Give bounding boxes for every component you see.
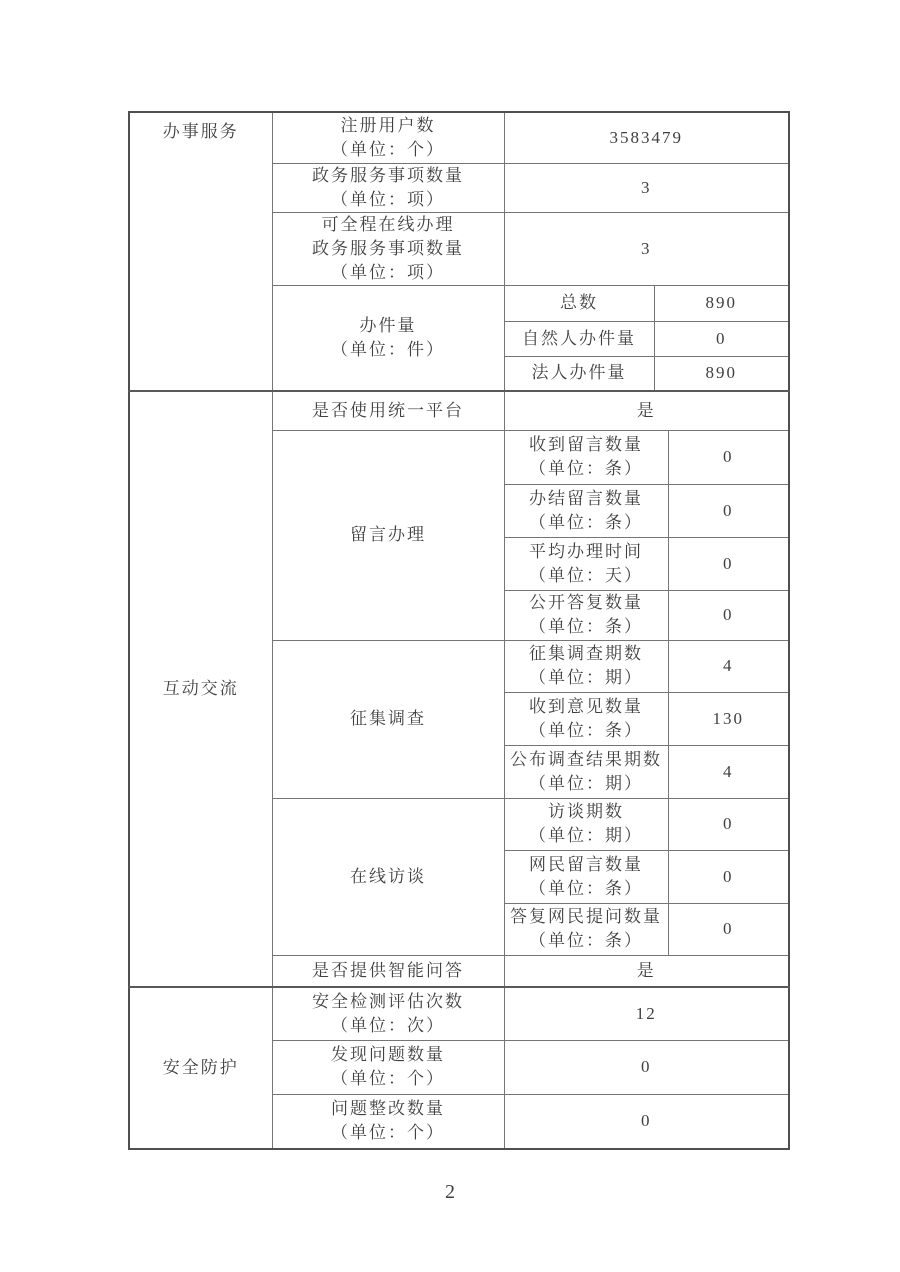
item-line: 征集调查 [350, 709, 426, 728]
item-line: 办件量 [359, 315, 417, 335]
sub-value-cell-survey-issues: 4 [668, 640, 789, 692]
value-cell-online-service-items: 3 [504, 212, 789, 285]
group-label-services: 办事服务 [129, 112, 272, 391]
group-label-interaction: 互动交流 [129, 391, 272, 987]
sub-label-line: 收到意见数量 [529, 696, 643, 716]
unit-line: （单位：次） [331, 1015, 445, 1035]
item-cell-problems-found [272, 1040, 504, 1094]
sub-label-cell-survey-results-published [504, 745, 668, 798]
sub-label-cell-legal-person: 法人办件量 [504, 356, 654, 391]
sub-label-cell-interview-sessions [504, 798, 668, 850]
value-cell-problems-rectified: 0 [504, 1094, 789, 1149]
sub-label-cell-public-replies [504, 590, 668, 640]
value-cell-service-items: 3 [504, 163, 789, 212]
sub-label-cell-survey-issues [504, 640, 668, 692]
unit-line: （单位：条） [529, 459, 643, 478]
sub-value-cell-public-replies: 0 [668, 590, 789, 640]
sub-value-cell-natural-person: 0 [654, 321, 789, 356]
unit-line: （单位：个） [331, 139, 445, 159]
item-line: 安全检测评估次数 [312, 991, 464, 1011]
item-cell-service-items [272, 163, 504, 212]
item-cell-online-interview [272, 798, 504, 955]
item-cell-security-assessments [272, 987, 504, 1040]
item-cell-problems-rectified [272, 1094, 504, 1149]
sub-value-cell-total: 890 [654, 285, 789, 321]
sub-label-cell-netizen-questions-answered [504, 903, 668, 955]
item-cell-smart-qa [272, 955, 504, 987]
item-line: 政务服务事项数量 [312, 238, 464, 258]
unit-line: （单位：条） [529, 617, 643, 636]
item-line: 可全程在线办理 [321, 214, 455, 234]
unit-line: （单位：条） [529, 931, 643, 950]
unit-line: （单位：期） [529, 668, 643, 687]
sub-label-line: 公开答复数量 [529, 593, 643, 612]
sub-value-cell-messages-received: 0 [668, 430, 789, 484]
unit-line: （单位：项） [331, 189, 445, 209]
item-line: 是否使用统一平台 [312, 400, 464, 420]
sub-label-line: 公布调查结果期数 [510, 749, 662, 769]
sub-label-cell-average-handling-time [504, 537, 668, 590]
sub-label-cell-messages-resolved [504, 484, 668, 537]
sub-value-cell-opinions-received: 130 [668, 692, 789, 745]
unit-line: （单位：期） [529, 773, 643, 793]
group-label-security: 安全防护 [129, 987, 272, 1149]
page-number: 2 [445, 1181, 455, 1203]
sub-label-cell-opinions-received [504, 692, 668, 745]
unit-line: （单位：条） [529, 720, 643, 740]
sub-label-line: 办结留言数量 [529, 488, 643, 508]
value-cell-problems-found: 0 [504, 1040, 789, 1094]
sub-value-cell-messages-resolved: 0 [668, 484, 789, 537]
item-cell-unified-platform [272, 391, 504, 430]
sub-label-cell-netizen-messages [504, 850, 668, 903]
sub-value-cell-netizen-questions-answered: 0 [668, 903, 789, 955]
sub-label-line: 平均办理时间 [529, 541, 643, 561]
sub-label-cell-natural-person: 自然人办件量 [504, 321, 654, 356]
item-cell-online-service-items [272, 212, 504, 285]
sub-label-line: 答复网民提问数量 [510, 907, 662, 926]
sub-label-line: 收到留言数量 [529, 435, 643, 454]
sub-label-cell-messages-received [504, 430, 668, 484]
item-cell-registered-users [272, 112, 504, 163]
unit-line: （单位：条） [529, 878, 643, 898]
item-line: 注册用户数 [340, 115, 436, 135]
unit-line: （单位：个） [331, 1069, 445, 1088]
sub-value-cell-legal-person: 890 [654, 356, 789, 391]
unit-line: （单位：项） [331, 262, 445, 282]
sub-label-line: 访谈期数 [548, 802, 624, 821]
item-cell-case-volume [272, 285, 504, 391]
value-cell-unified-platform: 是 [504, 391, 789, 430]
unit-line: （单位：件） [331, 339, 445, 359]
item-cell-message-handling [272, 430, 504, 640]
sub-value-cell-netizen-messages: 0 [668, 850, 789, 903]
sub-label-line: 网民留言数量 [529, 854, 643, 874]
item-cell-survey [272, 640, 504, 798]
item-line: 问题整改数量 [331, 1099, 445, 1119]
sub-value-cell-survey-results-published: 4 [668, 745, 789, 798]
unit-line: （单位：个） [331, 1123, 445, 1143]
value-cell-registered-users: 3583479 [504, 112, 789, 163]
sub-value-cell-average-handling-time: 0 [668, 537, 789, 590]
item-line: 政务服务事项数量 [312, 165, 464, 185]
report-table [128, 111, 790, 1150]
sub-value-cell-interview-sessions: 0 [668, 798, 789, 850]
item-line: 是否提供智能问答 [312, 960, 464, 980]
value-cell-security-assessments: 12 [504, 987, 789, 1040]
unit-line: （单位：期） [529, 826, 643, 845]
item-line: 发现问题数量 [331, 1045, 445, 1064]
unit-line: （单位：天） [529, 565, 643, 585]
item-line: 留言办理 [350, 525, 426, 544]
item-line: 在线访谈 [350, 866, 426, 886]
unit-line: （单位：条） [529, 512, 643, 532]
value-cell-smart-qa: 是 [504, 955, 789, 987]
sub-label-line: 征集调查期数 [529, 644, 643, 663]
sub-label-cell-total: 总数 [504, 285, 654, 321]
